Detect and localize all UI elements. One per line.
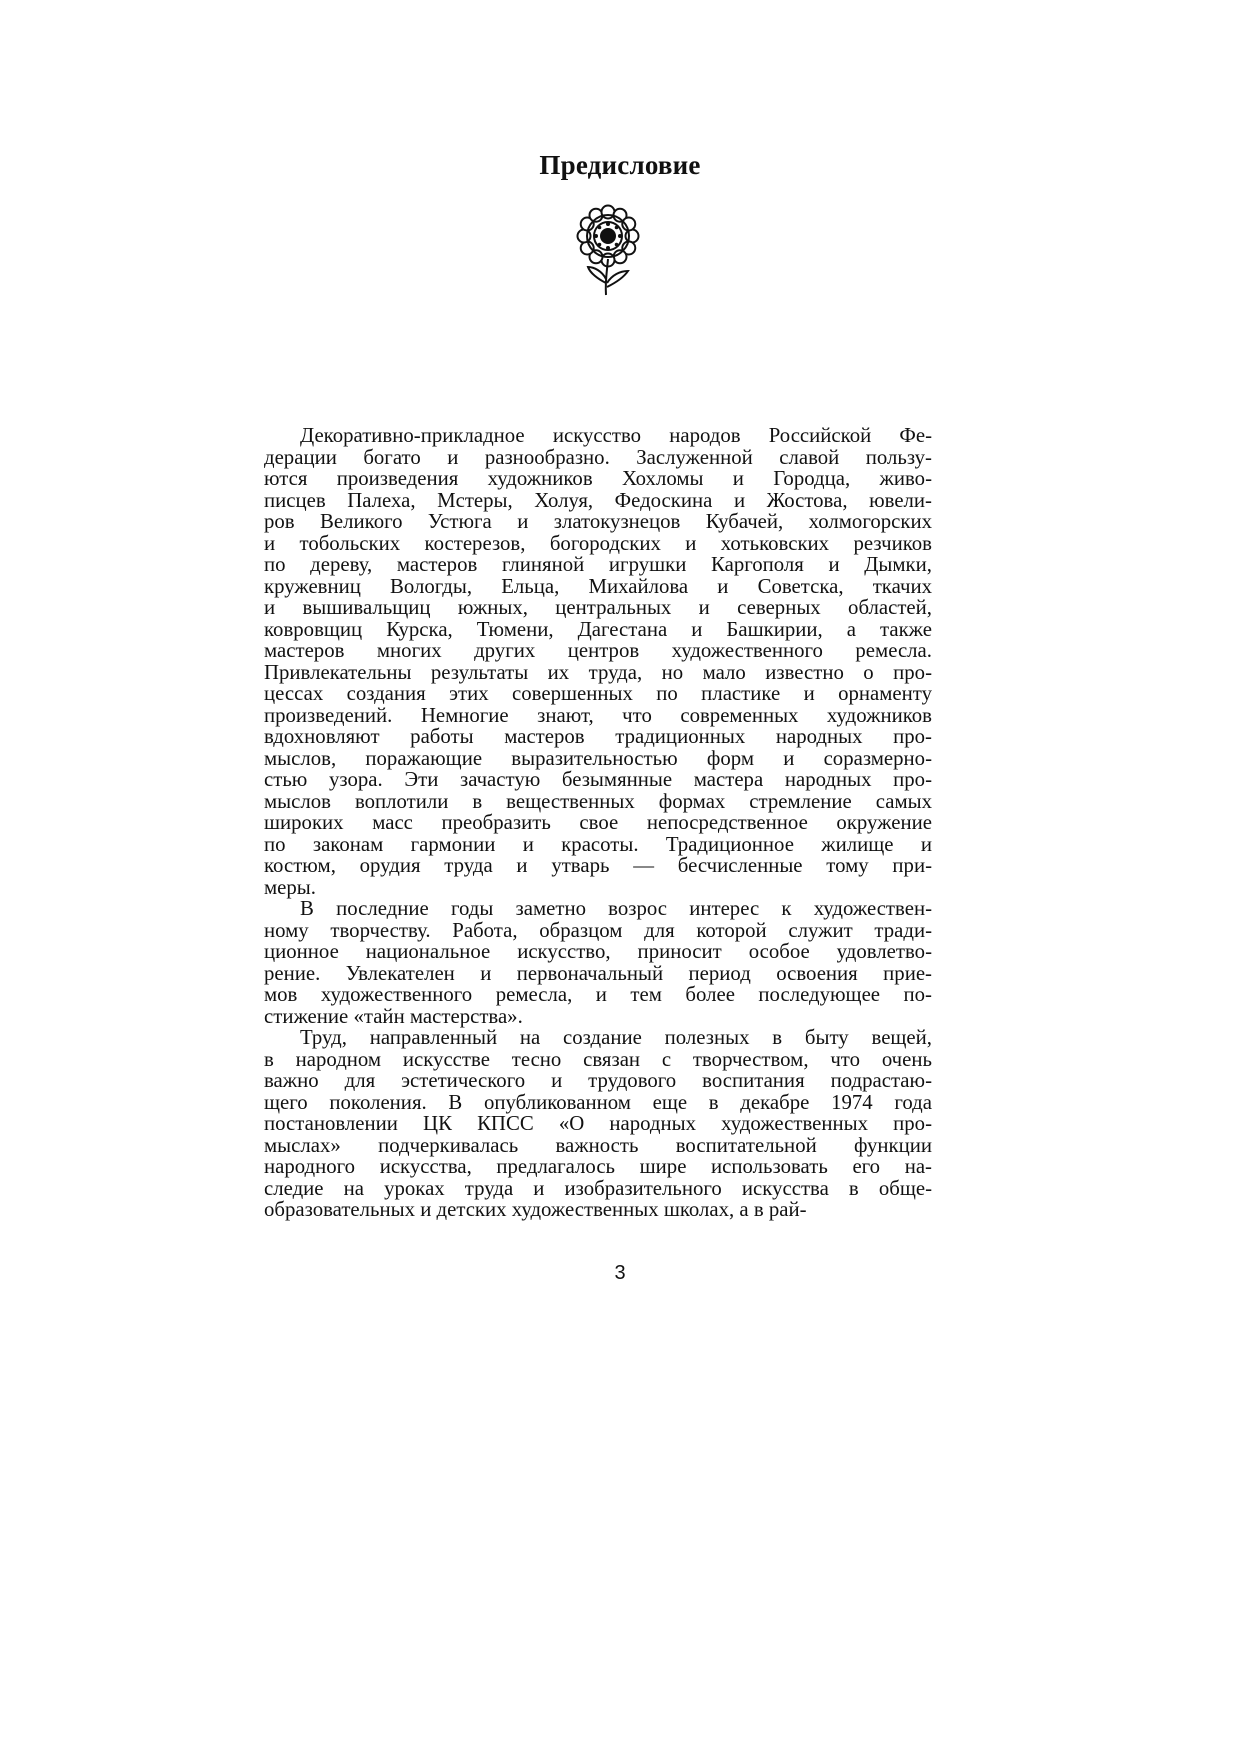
- text-line: широких масс преобразить свое непосредственное окружение: [264, 811, 932, 834]
- text-line: стью узора. Эти зачастую безымянные мастера народных про-: [264, 768, 932, 791]
- text-line: образовательных и детских художественных школах, а в рай-: [264, 1198, 807, 1221]
- preface-body: [264, 425, 932, 1221]
- petal: [626, 230, 639, 243]
- text-line: ционное национальное искусство, приносит особое удовлетво-: [264, 940, 932, 963]
- text-line: по законам гармонии и красоты. Традиционное жилище и: [264, 832, 932, 856]
- flower-ornament-icon: [570, 203, 646, 301]
- petal: [602, 206, 615, 219]
- text-line: мастеров многих других центров художественного ремесла.: [264, 639, 932, 662]
- text-line: следие на уроках труда и изобразительного искусства в обще-: [264, 1176, 932, 1200]
- paragraph: [264, 898, 932, 1027]
- text-line: мыслах» подчеркивалась важность воспитательной функции: [264, 1133, 932, 1157]
- petal: [578, 230, 591, 243]
- text-line: мыслов воплотили в вещественных формах стремление самых: [264, 789, 932, 813]
- text-line: костюм, орудия труда и утварь — бесчисленные тому при-: [264, 854, 932, 877]
- text-line: в народном искусстве тесно связан с творчеством, что очень: [264, 1047, 932, 1071]
- text-line: вдохновляют работы мастеров традиционных народных про-: [264, 725, 932, 748]
- text-line: и вышивальщиц южных, центральных и северных областей,: [264, 596, 932, 619]
- text-line: по дереву, мастеров глиняной игрушки Каргополя и Дымки,: [264, 553, 932, 576]
- text-line: стижение «тайн мастерства».: [264, 1004, 523, 1028]
- text-line: ковровщиц Курска, Тюмени, Дагестана и Башкирии, а также: [264, 617, 932, 641]
- text-line: Декоративно-прикладное искусство народов Российской Фе-: [300, 424, 932, 447]
- text-line: дерации богато и разнообразно. Заслуженной славой пользу-: [264, 445, 932, 469]
- text-line: кружевниц Вологды, Ельца, Михайлова и Советска, ткачих: [264, 574, 932, 598]
- text-line: Привлекательны результаты их труда, но мало известно о про-: [264, 660, 932, 684]
- text-line: мыслов, поражающие выразительностью форм и соразмерно-: [264, 746, 932, 770]
- text-line: и тобольских костерезов, богородских и хотьковских резчиков: [264, 531, 932, 555]
- text-line: меры.: [264, 875, 316, 899]
- text-line: щего поколения. В опубликованном еще в декабре 1974 года: [264, 1090, 932, 1114]
- text-line: важно для эстетического и трудового воспитания подрастаю-: [264, 1069, 932, 1092]
- text-line: рение. Увлекателен и первоначальный период освоения прие-: [264, 961, 932, 985]
- page-title: Предисловие: [539, 150, 701, 180]
- paragraph: [264, 425, 932, 898]
- text-line: ному творчеству. Работа, образцом для которой служит тради-: [264, 918, 932, 942]
- text-line: цессах создания этих совершенных по пластике и орнаменту: [264, 682, 932, 705]
- paragraph: [264, 1027, 932, 1221]
- text-line: В последние годы заметно возрос интерес к художествен-: [300, 897, 932, 920]
- text-line: писцев Палеха, Мстеры, Холуя, Федоскина и Жостова, ювели-: [264, 488, 932, 512]
- text-line: постановлении ЦК КПСС «О народных художественных про-: [264, 1112, 932, 1135]
- text-line: ров Великого Устюга и златокузнецов Кубачей, холмогорских: [264, 510, 932, 533]
- text-line: народного искусства, предлагалось шире использовать его на-: [264, 1155, 932, 1178]
- page-number: 3: [614, 1262, 626, 1284]
- text-line: произведений. Немногие знают, что современных художников: [264, 703, 932, 727]
- text-line: мов художественного ремесла, и тем более последующее по-: [264, 983, 932, 1006]
- text-line: Труд, направленный на создание полезных в быту вещей,: [300, 1026, 932, 1049]
- text-line: ются произведения художников Хохломы и Городца, живо-: [264, 467, 932, 490]
